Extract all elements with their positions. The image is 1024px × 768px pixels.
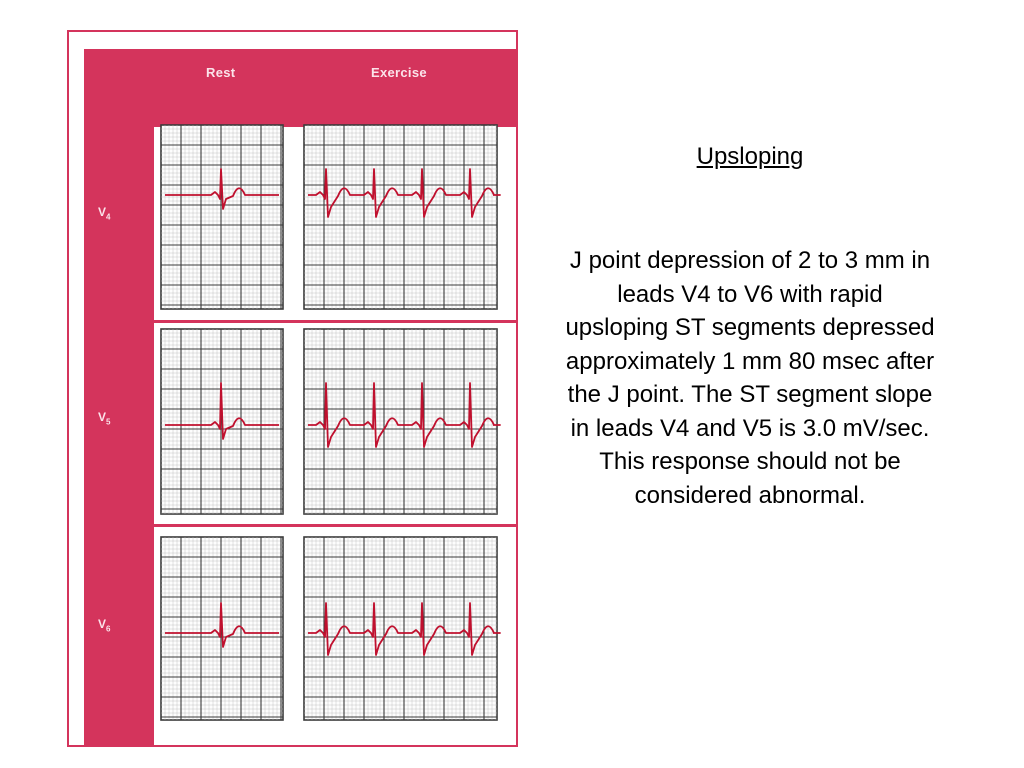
ecg-strips xyxy=(64,27,520,750)
exercise-header: Exercise xyxy=(371,65,427,80)
ecg-figure xyxy=(64,27,520,750)
lead-label-v4: $V_4$ xyxy=(98,205,111,222)
lead-label-v5: $V_5$ xyxy=(98,410,111,427)
body-text: J point depression of 2 to 3 mm in leads V4 to V6 with rapid upsloping ST segments depressed approximately 1 mm 80 msec after the J point. The ST segment slope in leads V4 and V5 is 3.0 mV/sec. This response should not be considered abnormal. xyxy=(565,247,935,509)
rest-header: Rest xyxy=(206,65,236,80)
lead-label-v6: $V_6$ xyxy=(98,617,111,634)
description-panel xyxy=(560,140,940,512)
heading: Upsloping xyxy=(696,143,804,170)
